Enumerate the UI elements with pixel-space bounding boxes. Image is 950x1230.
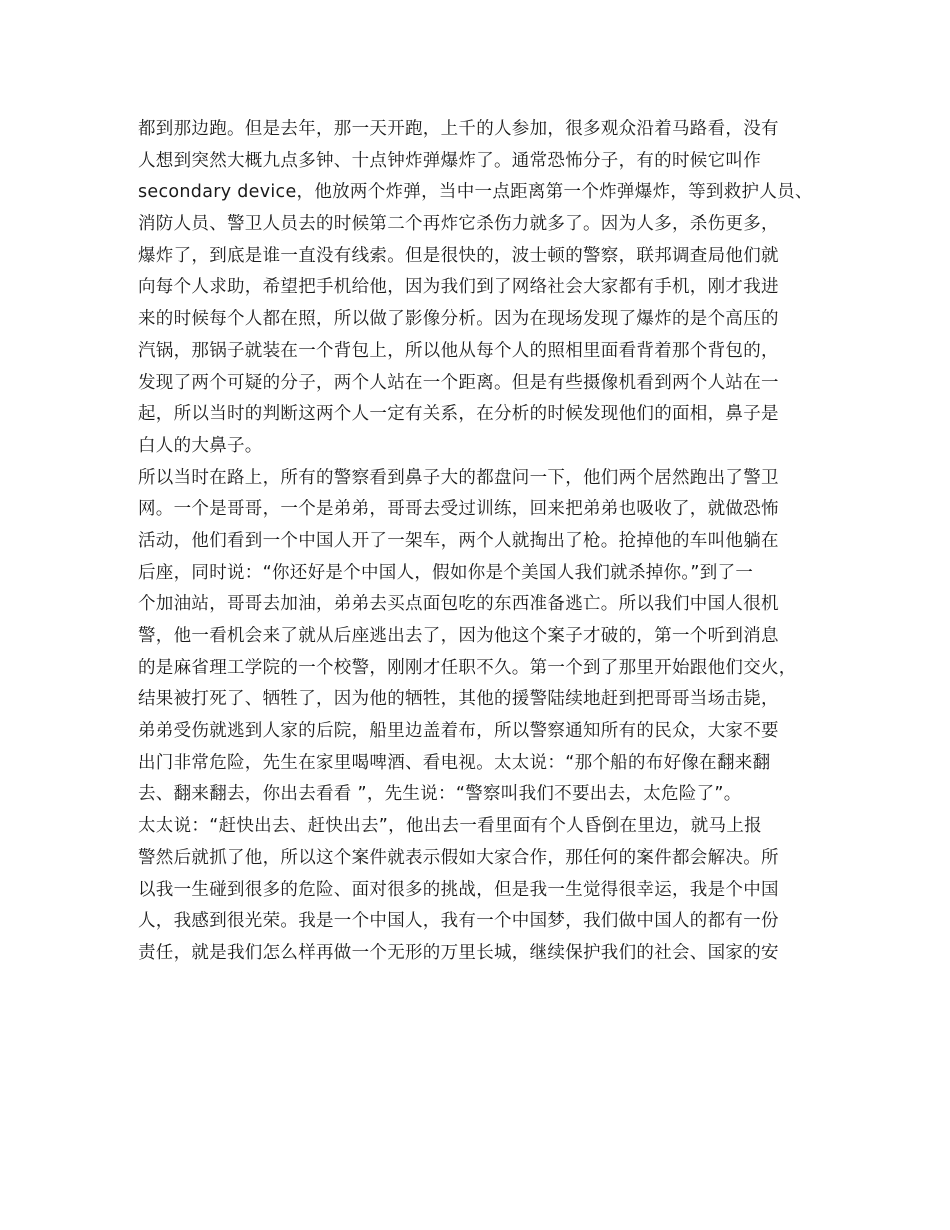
text-line: 警然后就抓了他，所以这个案件就表示假如大家合作，那任何的案件都会解决。所: [138, 847, 779, 868]
text-line: 网。一个是哥哥，一个是弟弟，哥哥去受过训练，回来把弟弟也吸收了，就做恐怖: [138, 499, 779, 520]
text-line: 出门非常危险，先生在家里喝啤酒、看电视。太太说：“那个船的布好像在翻来翻: [138, 752, 771, 773]
text-line: 起，所以当时的判断这两个人一定有关系，在分析的时候发现他们的面相，鼻子是: [138, 404, 779, 425]
text-line: 人，我感到很光荣。我是一个中国人，我有一个中国梦，我们做中国人的都有一份: [138, 911, 779, 932]
text-line: 爆炸了，到底是谁一直没有线索。但是很快的，波士顿的警察，联邦调查局他们就: [138, 245, 779, 266]
text-line: 来的时候每个人都在照，所以做了影像分析。因为在现场发现了爆炸的是个高压的: [138, 309, 779, 330]
text-line: 都到那边跑。但是去年，那一天开跑，上千的人参加，很多观众沿着马路看，没有: [138, 119, 779, 139]
text-line: 白人的大鼻子。: [138, 435, 263, 456]
text-line: 人想到突然大概九点多钟、十点钟炸弹爆炸了。通常恐怖分子，有的时候它叫作: [138, 150, 761, 171]
text-line: 警，他一看机会来了就从后座逃出去了，因为他这个案子才破的，第一个听到消息: [138, 626, 779, 646]
text-line: 弟弟受伤就逃到人家的后院，船里边盖着布，所以警察通知所有的民众，大家不要: [138, 721, 779, 742]
text-line: 消防人员、警卫人员去的时候第二个再炸它杀伤力就多了。因为人多，杀伤更多，: [138, 214, 779, 235]
text-line: 以我一生碰到很多的危险、面对很多的挑战，但是我一生觉得很幸运，我是个中国: [138, 879, 779, 900]
text-line: 个加油站，哥哥去加油，弟弟去买点面包吃的东西准备逃亡。所以我们中国人很机: [138, 594, 779, 615]
text-line: 结果被打死了、牺牲了，因为他的牺牲，其他的援警陆续地赶到把哥哥当场击毙，: [138, 689, 779, 710]
text-line: 向每个人求助，希望把手机给他，因为我们到了网络社会大家都有手机，刚才我进: [138, 277, 779, 298]
text-line: 所以当时在路上，所有的警察看到鼻子大的都盘问一下，他们两个居然跑出了警卫: [138, 467, 779, 488]
text-line: 太太说：“赶快出去、赶快出去”，他出去一看里面有个人昏倒在里边，就马上报: [138, 816, 762, 837]
text-line: 活动，他们看到一个中国人开了一架车，两个人就掏出了枪。抢掉他的车叫他躺在: [138, 530, 779, 551]
text-line: 的是麻省理工学院的一个校警，刚刚才任职不久。第一个到了那里开始跟他们交火，: [138, 657, 797, 678]
text-line: 汽锅，那锅子就装在一个背包上，所以他从每个人的照相里面看背着那个背包的，: [138, 340, 779, 361]
text-line: 责任，就是我们怎么样再做一个无形的万里长城，继续保护我们的社会、国家的安: [138, 942, 779, 963]
text-line: 去、翻来翻去，你出去看看 ”，先生说：“警察叫我们不要出去，太危险了”。: [138, 784, 742, 805]
text-line: secondary device，他放两个炸弹，当中一点距离第一个炸弹爆炸，等到救护人员、: [138, 182, 813, 203]
body-text: [138, 114, 838, 970]
text-line: 后座，同时说：“你还好是个中国人，假如你是个美国人我们就杀掉你。”到了一: [138, 562, 754, 583]
text-line: 发现了两个可疑的分子，两个人站在一个距离。但是有些摄像机看到两个人站在一: [138, 372, 779, 393]
